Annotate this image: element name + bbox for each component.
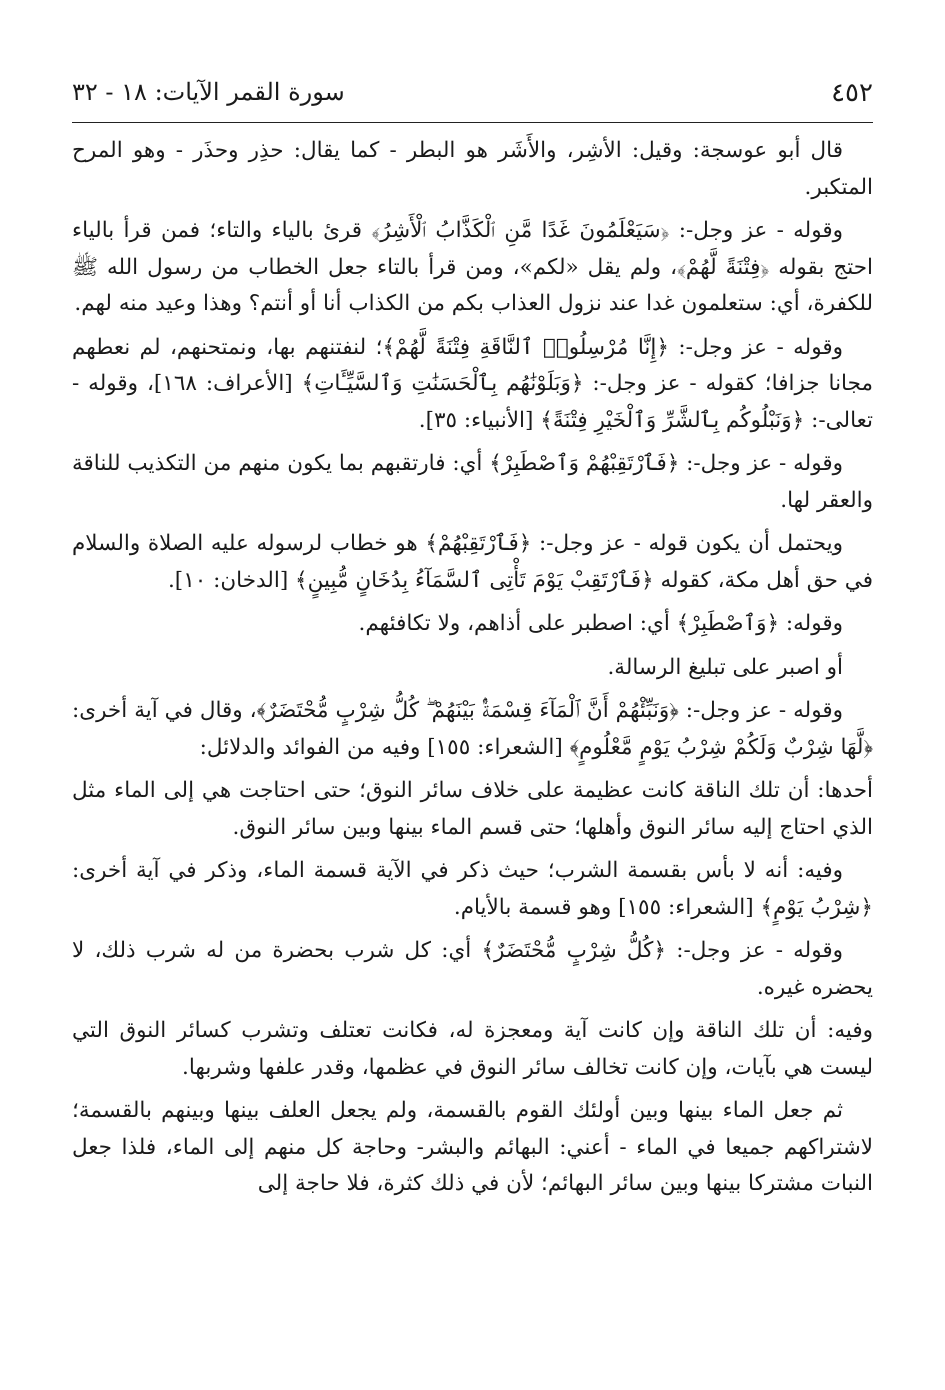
paragraph-1: قال أبو عوسجة: وقيل: الأشِر، والأَشَر هو البطر - كما يقال: حذِر وحذَر - وهو المرح المتكبر. <box>72 138 873 200</box>
paragraph-9: أحدها: أن تلك الناقة كانت عظيمة على خلاف سائر النوق؛ حتى احتاجت هي إلى الماء مثل الذي احتاج إليه سائر النوق وأهلها؛ حتى قسم الماء بينها وبين سائر النوق. <box>72 778 873 840</box>
paragraph-10: وفيه: أنه لا بأس بقسمة الشرب؛ حيث ذكر في الآية قسمة الماء، وذكر في آية أخرى: ﴿شِرْبُ يَوْمٍ﴾ [الشعراء: ١٥٥] وهو قسمة بالأيام. <box>72 858 873 920</box>
page-header <box>72 70 873 123</box>
paragraph-2: وقوله - عز وجل-: ﴿سَيَعْلَمُونَ غَدًا مَّنِ ٱلْكَذَّابُ ٱلْأَشِرُ﴾ قرئ بالياء والتاء؛ فمن قرأ بالياء احتج بقوله ﴿فِتْنَةً لَّهُمْ﴾، ولم يقل «لكم»، ومن قرأ بالتاء جعل الخطاب من رسول الله ﷺ للكفرة، أي: ستعلمون غدا عند نزول العذاب بكم من الكذاب أنا أو أنتم؟ وهذا وعيد منه لهم. <box>72 218 873 316</box>
page-number: ٤٥٢ <box>831 78 873 108</box>
paragraph-11: وقوله - عز وجل-: ﴿كُلُّ شِرْبٍ مُّحْتَضَرٌ﴾ أي: كل شرب بحضرة من له شرب ذلك، لا يحضره غيره. <box>72 938 873 1000</box>
paragraph-13: ثم جعل الماء بينها وبين أولئك القوم بالقسمة، ولم يجعل العلف بينها وبينهم بالقسمة؛ لاشتراكهم جميعا في الماء - أعني: البهائم والبشر- وحاجة كل منهم إلى الماء، فلذا جعل النبات مشتركا بينها وبين سائر البهائم؛ لأن في ذلك كثرة، فلا حاجة إلى <box>72 1098 873 1196</box>
paragraph-5: ويحتمل أن يكون قوله - عز وجل-: ﴿فَٱرْتَقِبْهُمْ﴾ هو خطاب لرسوله عليه الصلاة والسلام في حق أهل مكة، كقوله ﴿فَٱرْتَقِبْ يَوْمَ تَأْتِى ٱلسَّمَآءُ بِدُخَانٍ مُّبِينٍ﴾ [الدخان: ١٠]. <box>72 531 873 593</box>
running-title: سورة القمر الآيات: ١٨ - ٣٢ <box>72 78 345 106</box>
paragraph-12: وفيه: أن تلك الناقة وإن كانت آية ومعجزة له، فكانت تعتلف وتشرب كسائر النوق التي ليست هي بآيات، وإن كانت تخالف سائر النوق في عظمها، وقدر علفها وشربها. <box>72 1018 873 1080</box>
page-body <box>72 133 873 1210</box>
paragraph-4: وقوله - عز وجل-: ﴿فَٱرْتَقِبْهُمْ وَٱصْطَبِرْ﴾ أي: فارتقبهم بما يكون منهم من التكذيب للناقة والعقر لها. <box>72 451 873 513</box>
paragraph-6: وقوله: ﴿وَٱصْطَبِرْ﴾ أي: اصطبر على أذاهم، ولا تكافئهم. <box>358 611 843 636</box>
paragraph-7: أو اصبر على تبليغ الرسالة. <box>607 654 843 680</box>
paragraph-8: وقوله - عز وجل-: ﴿وَنَبِّئْهُمْ أَنَّ ٱلْمَآءَ قِسْمَةٌۢ بَيْنَهُمْ ۖ كُلُّ شِرْبٍ مُّحْتَضَرٌ﴾، وقال في آية أخرى: ﴿لَّهَا شِرْبٌ وَلَكُمْ شِرْبُ يَوْمٍ مَّعْلُومٍ﴾ [الشعراء: ١٥٥] وفيه من الفوائد والدلائل: <box>72 698 873 760</box>
paragraph-3: وقوله - عز وجل-: ﴿إِنَّا مُرْسِلُوا۟ ٱلنَّاقَةِ فِتْنَةً لَّهُمْ﴾؛ لنفتنهم بها، ونمتحنهم، لم نعطهم مجانا جزافا؛ كقوله - عز وجل-: ﴿وَبَلَوْنَٰهُم بِٱلْحَسَنَٰتِ وَٱلسَّيِّـَٔاتِ﴾ [الأعراف: ١٦٨]، وقوله - تعالى-: ﴿وَنَبْلُوكُم بِٱلشَّرِّ وَٱلْخَيْرِ فِتْنَةً﴾ [الأنبياء: ٣٥]. <box>72 334 873 433</box>
